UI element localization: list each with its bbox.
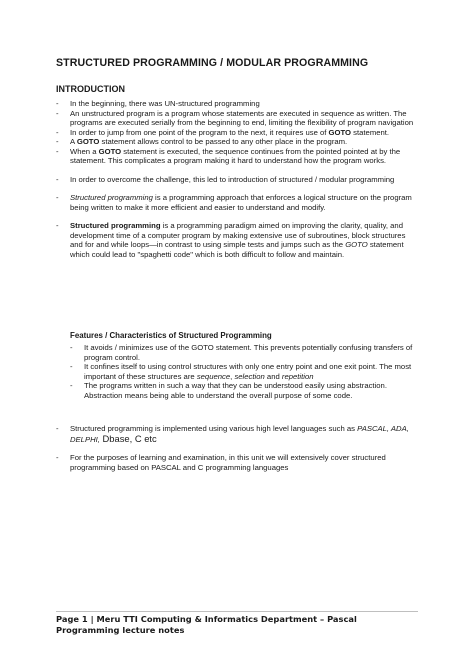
features-list xyxy=(70,343,416,400)
emphasis-term: Structured programming xyxy=(70,193,153,202)
list-item-text: The programs written in such a way that they can be understood easily using abstraction. Abstraction means being able to understand the overall purpose of some code. xyxy=(84,381,387,400)
goto-keyword: GOTO xyxy=(76,137,100,146)
list-item-text: For the purposes of learning and examination, in this unit we will extensively cover structured programming based on PASCAL and C programming languages xyxy=(70,453,386,472)
list-item-text: and xyxy=(264,371,282,381)
list-item-text: statement. xyxy=(351,127,390,137)
features-heading: Features / Characteristics of Structured Programming xyxy=(70,331,272,340)
list-item xyxy=(70,343,416,362)
list-item xyxy=(56,99,416,109)
list-item xyxy=(70,362,416,381)
emphasis-term: selection xyxy=(234,371,265,381)
page-footer: Page 1 | Meru TTI Computing & Informatics Department – Pascal Programming lecture notes xyxy=(56,614,357,635)
languages-tail: Dbase, C etc xyxy=(99,432,157,444)
list-item-text: statement allows control to be passed to any other place in the program. xyxy=(99,137,348,146)
footer-divider xyxy=(56,611,418,612)
list-item-text: When a xyxy=(70,146,99,156)
list-item xyxy=(56,147,416,166)
list-item xyxy=(56,109,416,128)
emphasis-term: PASCAL, ADA, DELPHI, xyxy=(70,424,409,444)
conclusion-list xyxy=(56,424,416,472)
list-item-text: In order to jump from one point of the program to the next, it requires use of xyxy=(70,127,329,137)
list-item-text: In order to overcome the challenge, this led to introduction of structured / modular programming xyxy=(70,174,395,184)
list-item-text: It confines itself to using control structures with only one entry point and one exit point. The most important of these structures are xyxy=(84,362,412,381)
list-item-text: Structured programming is implemented using various high level languages such as xyxy=(70,424,358,433)
list-item xyxy=(56,424,416,444)
list-item xyxy=(56,193,416,212)
list-item-text: It avoids / minimizes use of the GOTO statement. This prevents potentially confusing transfers of program control. xyxy=(84,343,413,362)
emphasis-term: GOTO xyxy=(345,240,368,249)
goto-keyword: GOTO xyxy=(98,146,122,156)
list-item xyxy=(70,381,416,400)
list-item xyxy=(56,128,416,138)
emphasis-term: repetition xyxy=(281,371,314,381)
page-title: STRUCTURED PROGRAMMING / MODULAR PROGRAMMING xyxy=(56,57,369,69)
list-item-text: An unstructured program is a program whose statements are executed in sequence as written. The programs are executed serially from the beginning to end, limiting the flexibility of program navigation xyxy=(70,108,414,127)
list-item xyxy=(56,175,416,185)
emphasis-term: sequence xyxy=(196,371,231,381)
list-item-text: is a programming paradigm aimed on improving the clarity, quality, and development time of a computer program by making extensive use of subroutines, block structures and for and while loops—in contrast to using simple tests and jumps such as the xyxy=(70,221,406,249)
list-item-text: statement is executed, the sequence continues from the pointed pointed at by the statement. This complicates a program making it hard to understand how the program works. xyxy=(70,146,401,165)
list-item xyxy=(56,221,416,259)
introduction-heading: INTRODUCTION xyxy=(56,84,125,94)
bold-term: Structured programming xyxy=(70,221,161,230)
introduction-list xyxy=(56,99,416,259)
goto-keyword: GOTO xyxy=(328,127,352,137)
list-item-text: is a programming approach that enforces a logical structure on the program being written to make it more efficient and easier to understand and modify. xyxy=(70,193,412,212)
list-item xyxy=(56,453,416,472)
list-item xyxy=(56,137,416,147)
list-item-text: In the beginning, there was UN-structured programming xyxy=(70,99,260,108)
list-item-text: , xyxy=(230,371,235,381)
list-item-text: statement which could lead to "spaghetti code" which is both difficult to follow and maintain. xyxy=(70,240,404,259)
list-item-text: A xyxy=(70,137,77,146)
